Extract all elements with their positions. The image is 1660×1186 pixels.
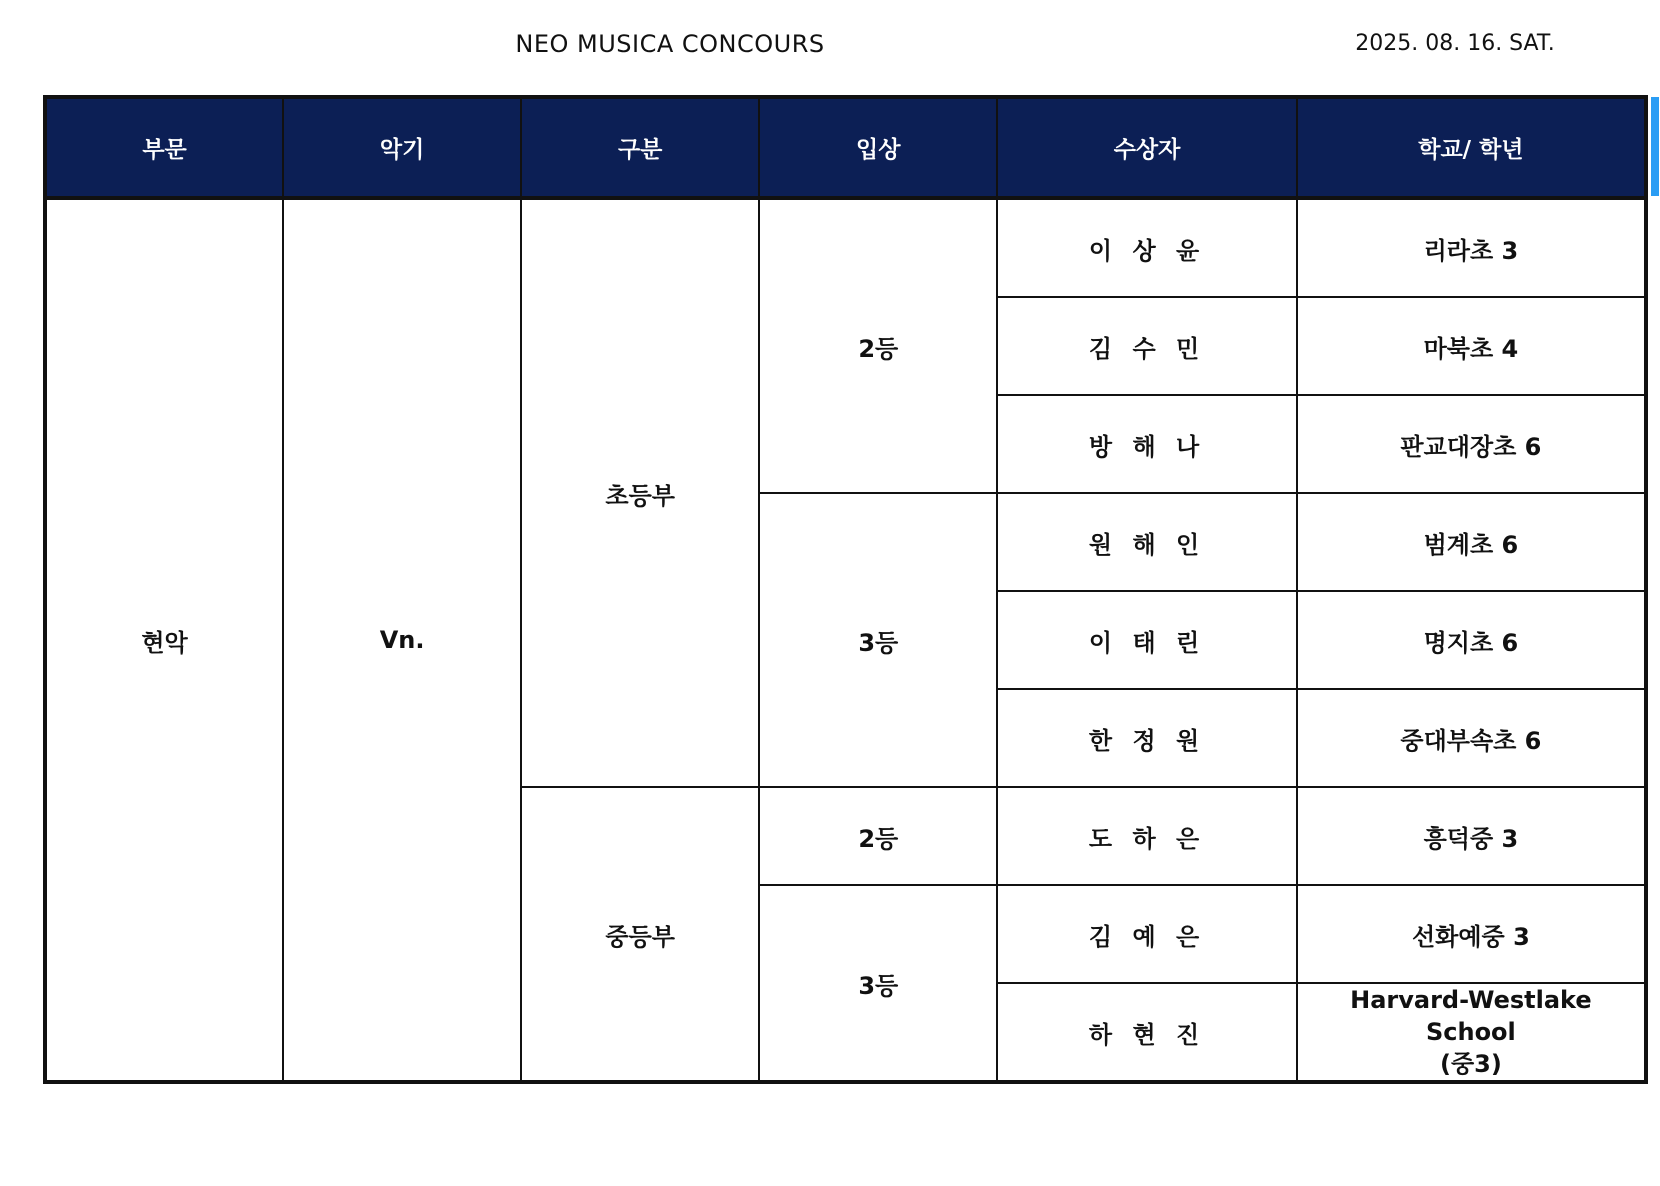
- winner-school: 선화예중 3: [1297, 885, 1646, 983]
- column-header-division: 부문: [45, 97, 283, 198]
- winner-school: 범계초 6: [1297, 493, 1646, 591]
- accent-bar: [1651, 97, 1659, 196]
- rank-cell: 2등: [759, 787, 997, 885]
- school-grade-line: (중3): [1439, 1050, 1502, 1078]
- winner-school: 판교대장초 6: [1297, 395, 1646, 493]
- category-cell-middle: 중등부: [521, 787, 759, 1082]
- event-date: 2025. 08. 16. SAT.: [1355, 31, 1555, 56]
- division-cell: 현악: [45, 198, 283, 1082]
- instrument-cell: Vn.: [283, 198, 521, 1082]
- school-name-line: Harvard-Westlake School: [1350, 986, 1592, 1046]
- winner-name: 하 현 진: [997, 983, 1296, 1082]
- column-header-category: 구분: [521, 97, 759, 198]
- rank-cell: 3등: [759, 885, 997, 1082]
- winner-name: 방 해 나: [997, 395, 1296, 493]
- column-header-rank: 입상: [759, 97, 997, 198]
- winner-school: 마북초 4: [1297, 297, 1646, 395]
- column-header-winner: 수상자: [997, 97, 1296, 198]
- column-header-school-grade: 학교/ 학년: [1297, 97, 1646, 198]
- winner-school: 리라초 3: [1297, 198, 1646, 297]
- winner-name: 한 정 원: [997, 689, 1296, 787]
- winner-school: [1297, 983, 1646, 1082]
- winner-name: 김 예 은: [997, 885, 1296, 983]
- table-row: [45, 198, 1646, 297]
- results-table: [43, 95, 1648, 1084]
- winner-name: 원 해 인: [997, 493, 1296, 591]
- winner-name: 도 하 은: [997, 787, 1296, 885]
- category-cell-elementary: 초등부: [521, 198, 759, 787]
- rank-cell: 2등: [759, 198, 997, 493]
- winner-school: 중대부속초 6: [1297, 689, 1646, 787]
- rank-cell: 3등: [759, 493, 997, 787]
- winner-name: 이 상 윤: [997, 198, 1296, 297]
- column-header-instrument: 악기: [283, 97, 521, 198]
- table-header-row: [45, 97, 1646, 198]
- winner-name: 김 수 민: [997, 297, 1296, 395]
- page-title: NEO MUSICA CONCOURS: [515, 30, 825, 58]
- winner-school: 명지초 6: [1297, 591, 1646, 689]
- winner-name: 이 태 린: [997, 591, 1296, 689]
- winner-school: 흥덕중 3: [1297, 787, 1646, 885]
